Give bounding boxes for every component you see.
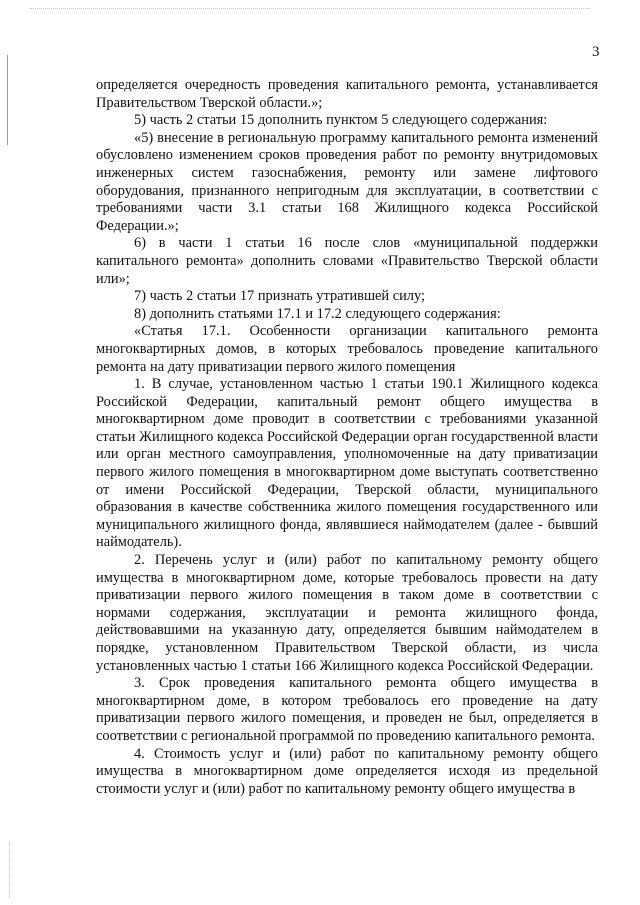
scan-artifact-left-edge xyxy=(7,55,8,145)
paragraph-item-5: 5) часть 2 статьи 15 дополнить пунктом 5 следующего содержания: xyxy=(134,112,548,129)
article-17-1-part-1: 1. В случае, установленном частью 1 статьи 190.1 Жилищного кодекса Российской Федерации, капитальный ремонт общего имущества в многоквартирном доме проводит в соответствии с требованиями указанной статьи Жилищного кодекса Российской Федерации орган государственной власти или орган местного самоуправления, уполномоченные на дату приватизации первого жилого помещения в многоквартирном доме выступать соответственно от имени Российской Федерации, Тверской области, муниципального образования в качестве собственника жилого помещения государственного или муниципального жилищного фонда, являвшиеся наймодателем (далее - бывший наймодатель). xyxy=(96,376,598,551)
paragraph-item-8: 8) дополнить статьями 17.1 и 17.2 следующего содержания: xyxy=(134,305,501,322)
paragraph-item-5-text: «5) внесение в региональную программу капитального ремонта изменений обусловлено изменением сроков проведения работ по ремонту внутридомовых инженерных систем газоснабжения, ремонту или замене лифтового оборудования, признанного непригодным для эксплуатации, в соответствии с требованиями части 3.1 статьи 168 Жилищного кодекса Российской Федерации.»; xyxy=(96,129,598,234)
page-number: 3 xyxy=(592,44,600,60)
paragraph-item-7: 7) часть 2 статьи 17 признать утратившей силу; xyxy=(134,288,425,305)
article-17-1-heading: «Статья 17.1. Особенности организации капитального ремонта многоквартирных домов, в которых требовалось проведение капитального ремонта на дату приватизации первого жилого помещения xyxy=(96,323,598,375)
scan-artifact-top xyxy=(30,8,590,9)
article-17-1-part-4: 4. Стоимость услуг и (или) работ по капитальному ремонту общего имущества в многоквартирном доме определяется исходя из предельной стоимости услуг и (или) работ по капитальному ремонту общего имущества в xyxy=(96,745,598,797)
scan-artifact-left-dots xyxy=(9,842,10,897)
paragraph-continuation: определяется очередность проведения капитального ремонта, устанавливается Правительством Тверской области.»; xyxy=(96,77,598,111)
paragraph-item-6: 6) в части 1 статьи 16 после слов «муниципальной поддержки капитального ремонта» дополнить словами «Правительство Тверской области или»; xyxy=(96,235,598,287)
document-body xyxy=(96,77,598,798)
article-17-1-part-2: 2. Перечень услуг и (или) работ по капитальному ремонту общего имущества в многоквартирном доме, которые требовалось провести на дату приватизации первого жилого помещения в таком доме в соответствии с нормами содержания, эксплуатации и ремонта жилищного фонда, действовавшими на указанную дату, определяется бывшим наймодателем в порядке, установленном Правительством Тверской области, из числа установленных частью 1 статьи 166 Жилищного кодекса Российской Федерации. xyxy=(96,552,598,674)
article-17-1-part-3: 3. Срок проведения капитального ремонта общего имущества в многоквартирном доме, в котором требовалось его проведение на дату приватизации первого жилого помещения, и проведен не был, определяется в соответствии с региональной программой по проведению капитального ремонта. xyxy=(96,675,598,744)
